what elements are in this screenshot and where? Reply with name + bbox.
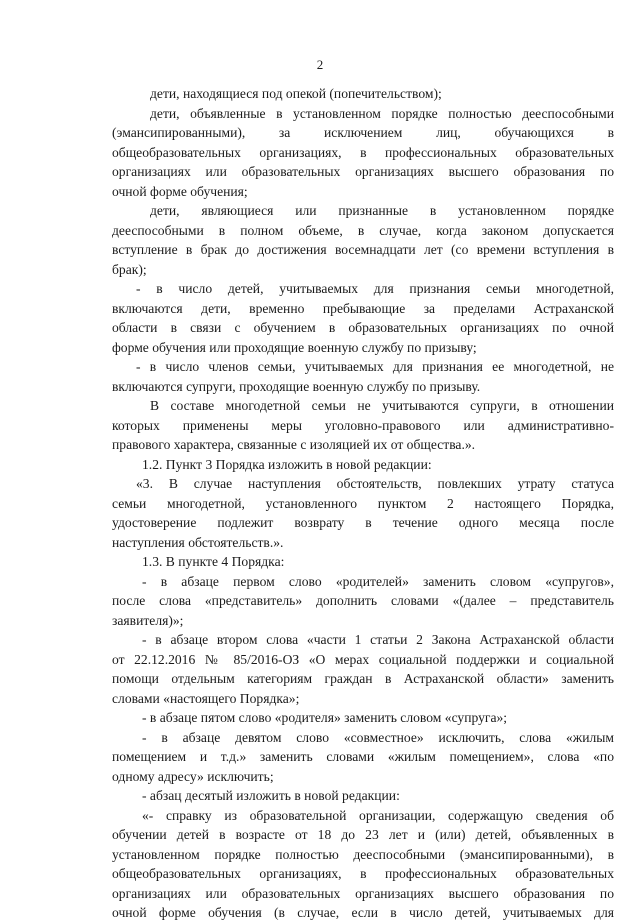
text-line: включаются супруги, проходящие военную службу по призыву.: [112, 378, 481, 394]
text-line: - абзац десятый изложить в новой редакции:: [142, 788, 400, 803]
paragraph: [112, 728, 614, 787]
text-line: включаются дети, временно пребывающие за пределами Астраханской: [112, 300, 614, 316]
paragraph: [112, 201, 614, 279]
text-line: дееспособными в полном объеме, в случае, когда законом допускается: [112, 222, 614, 238]
paragraph: [112, 552, 614, 572]
text-line: после слова «представитель» дополнить словами «(далее – представитель: [112, 593, 614, 608]
paragraph: [112, 630, 614, 708]
text-line: брак);: [112, 261, 147, 277]
text-line: общеобразовательных организациях, в профессиональных образовательных: [112, 144, 614, 160]
paragraph: [112, 84, 614, 104]
text-line: - в абзаце втором слова «части 1 статьи 2 Закона Астраханской области: [142, 632, 614, 647]
text-line: - в число членов семьи, учитываемых для признания ее многодетной, не: [136, 359, 614, 374]
text-line: 1.3. В пункте 4 Порядка:: [142, 554, 285, 569]
text-line: форме обучения или проходящие военную службу по призыву;: [112, 339, 477, 355]
text-line: установленном порядке полностью дееспособными (эмансипированными), в: [112, 846, 614, 862]
text-line: (эмансипированными), за исключением лиц, обучающихся в: [112, 125, 614, 140]
paragraph: [112, 396, 614, 455]
text-line: от 22.12.2016 № 85/2016-ОЗ «О мерах социальной поддержки и социальной: [112, 651, 614, 667]
text-line: дети, находящиеся под опекой (попечительством);: [150, 86, 442, 101]
text-line: дети, являющиеся или признанные в установленном порядке: [150, 203, 614, 218]
paragraph: [112, 786, 614, 806]
paragraph: [112, 708, 614, 728]
text-line: семьи многодетной, установленного пунктом 2 настоящего Порядка,: [112, 495, 614, 511]
page-number: 2: [316, 57, 324, 72]
text-line: общеобразовательных организациях, в профессиональных образовательных: [112, 866, 614, 881]
text-line: области в связи с обучением в образовательных организациях по очной: [112, 320, 614, 335]
text-line: организациях или образовательных организациях высшего образования по: [112, 885, 614, 901]
text-line: которых применены меры уголовно-правового или административно-: [112, 417, 614, 433]
text-line: «- справку из образовательной организации, содержащую сведения об: [142, 807, 614, 823]
text-line: - в число детей, учитываемых для признания семьи многодетной,: [136, 281, 614, 296]
text-line: вступление в брак до достижения восемнадцати лет (со времени вступления в: [112, 242, 614, 257]
text-line: организациях или образовательных организациях высшего образования по: [112, 164, 614, 179]
text-line: 1.2. Пункт 3 Порядка изложить в новой редакции:: [142, 456, 432, 472]
text-line: «3. В случае наступления обстоятельств, повлекших утрату статуса: [136, 476, 614, 491]
document-body: [112, 84, 614, 923]
paragraph: [112, 455, 614, 475]
paragraph: [112, 474, 614, 552]
text-line: правового характера, связанные с изоляцией их от общества.».: [112, 437, 476, 452]
text-line: словами «настоящего Порядка»;: [112, 690, 300, 706]
text-line: помещением и т.д.» заменить словами «жилым помещением», слова «по: [112, 749, 614, 764]
text-line: удостоверение подлежит возврату в течение одного месяца после: [112, 515, 614, 530]
paragraph: [112, 104, 614, 202]
text-line: наступления обстоятельств.».: [112, 534, 284, 550]
paragraph: [112, 357, 614, 396]
text-line: заявителя)»;: [112, 612, 184, 628]
text-line: помощи отдельным категориям граждан в Астраханской области» заменить: [112, 671, 614, 686]
text-line: - в абзаце девятом слово «совместное» исключить, слова «жилым: [142, 729, 614, 745]
text-line: обучении детей в возрасте от 18 до 23 лет и (или) детей, объявленных в: [112, 827, 614, 842]
paragraph: [112, 279, 614, 357]
text-line: очной форме обучения (в случае, если в число детей, учитываемых для: [112, 905, 614, 920]
text-line: очной форме обучения;: [112, 183, 248, 199]
text-line: В составе многодетной семьи не учитываются супруги, в отношении: [150, 398, 614, 413]
paragraph: [112, 572, 614, 631]
text-line: - в абзаце первом слово «родителей» заменить словом «супругов»,: [142, 573, 614, 589]
text-line: дети, объявленные в установленном порядке полностью дееспособными: [150, 105, 614, 121]
text-line: одному адресу» исключить;: [112, 768, 274, 784]
text-line: - в абзаце пятом слово «родителя» заменить словом «супруга»;: [142, 710, 508, 725]
